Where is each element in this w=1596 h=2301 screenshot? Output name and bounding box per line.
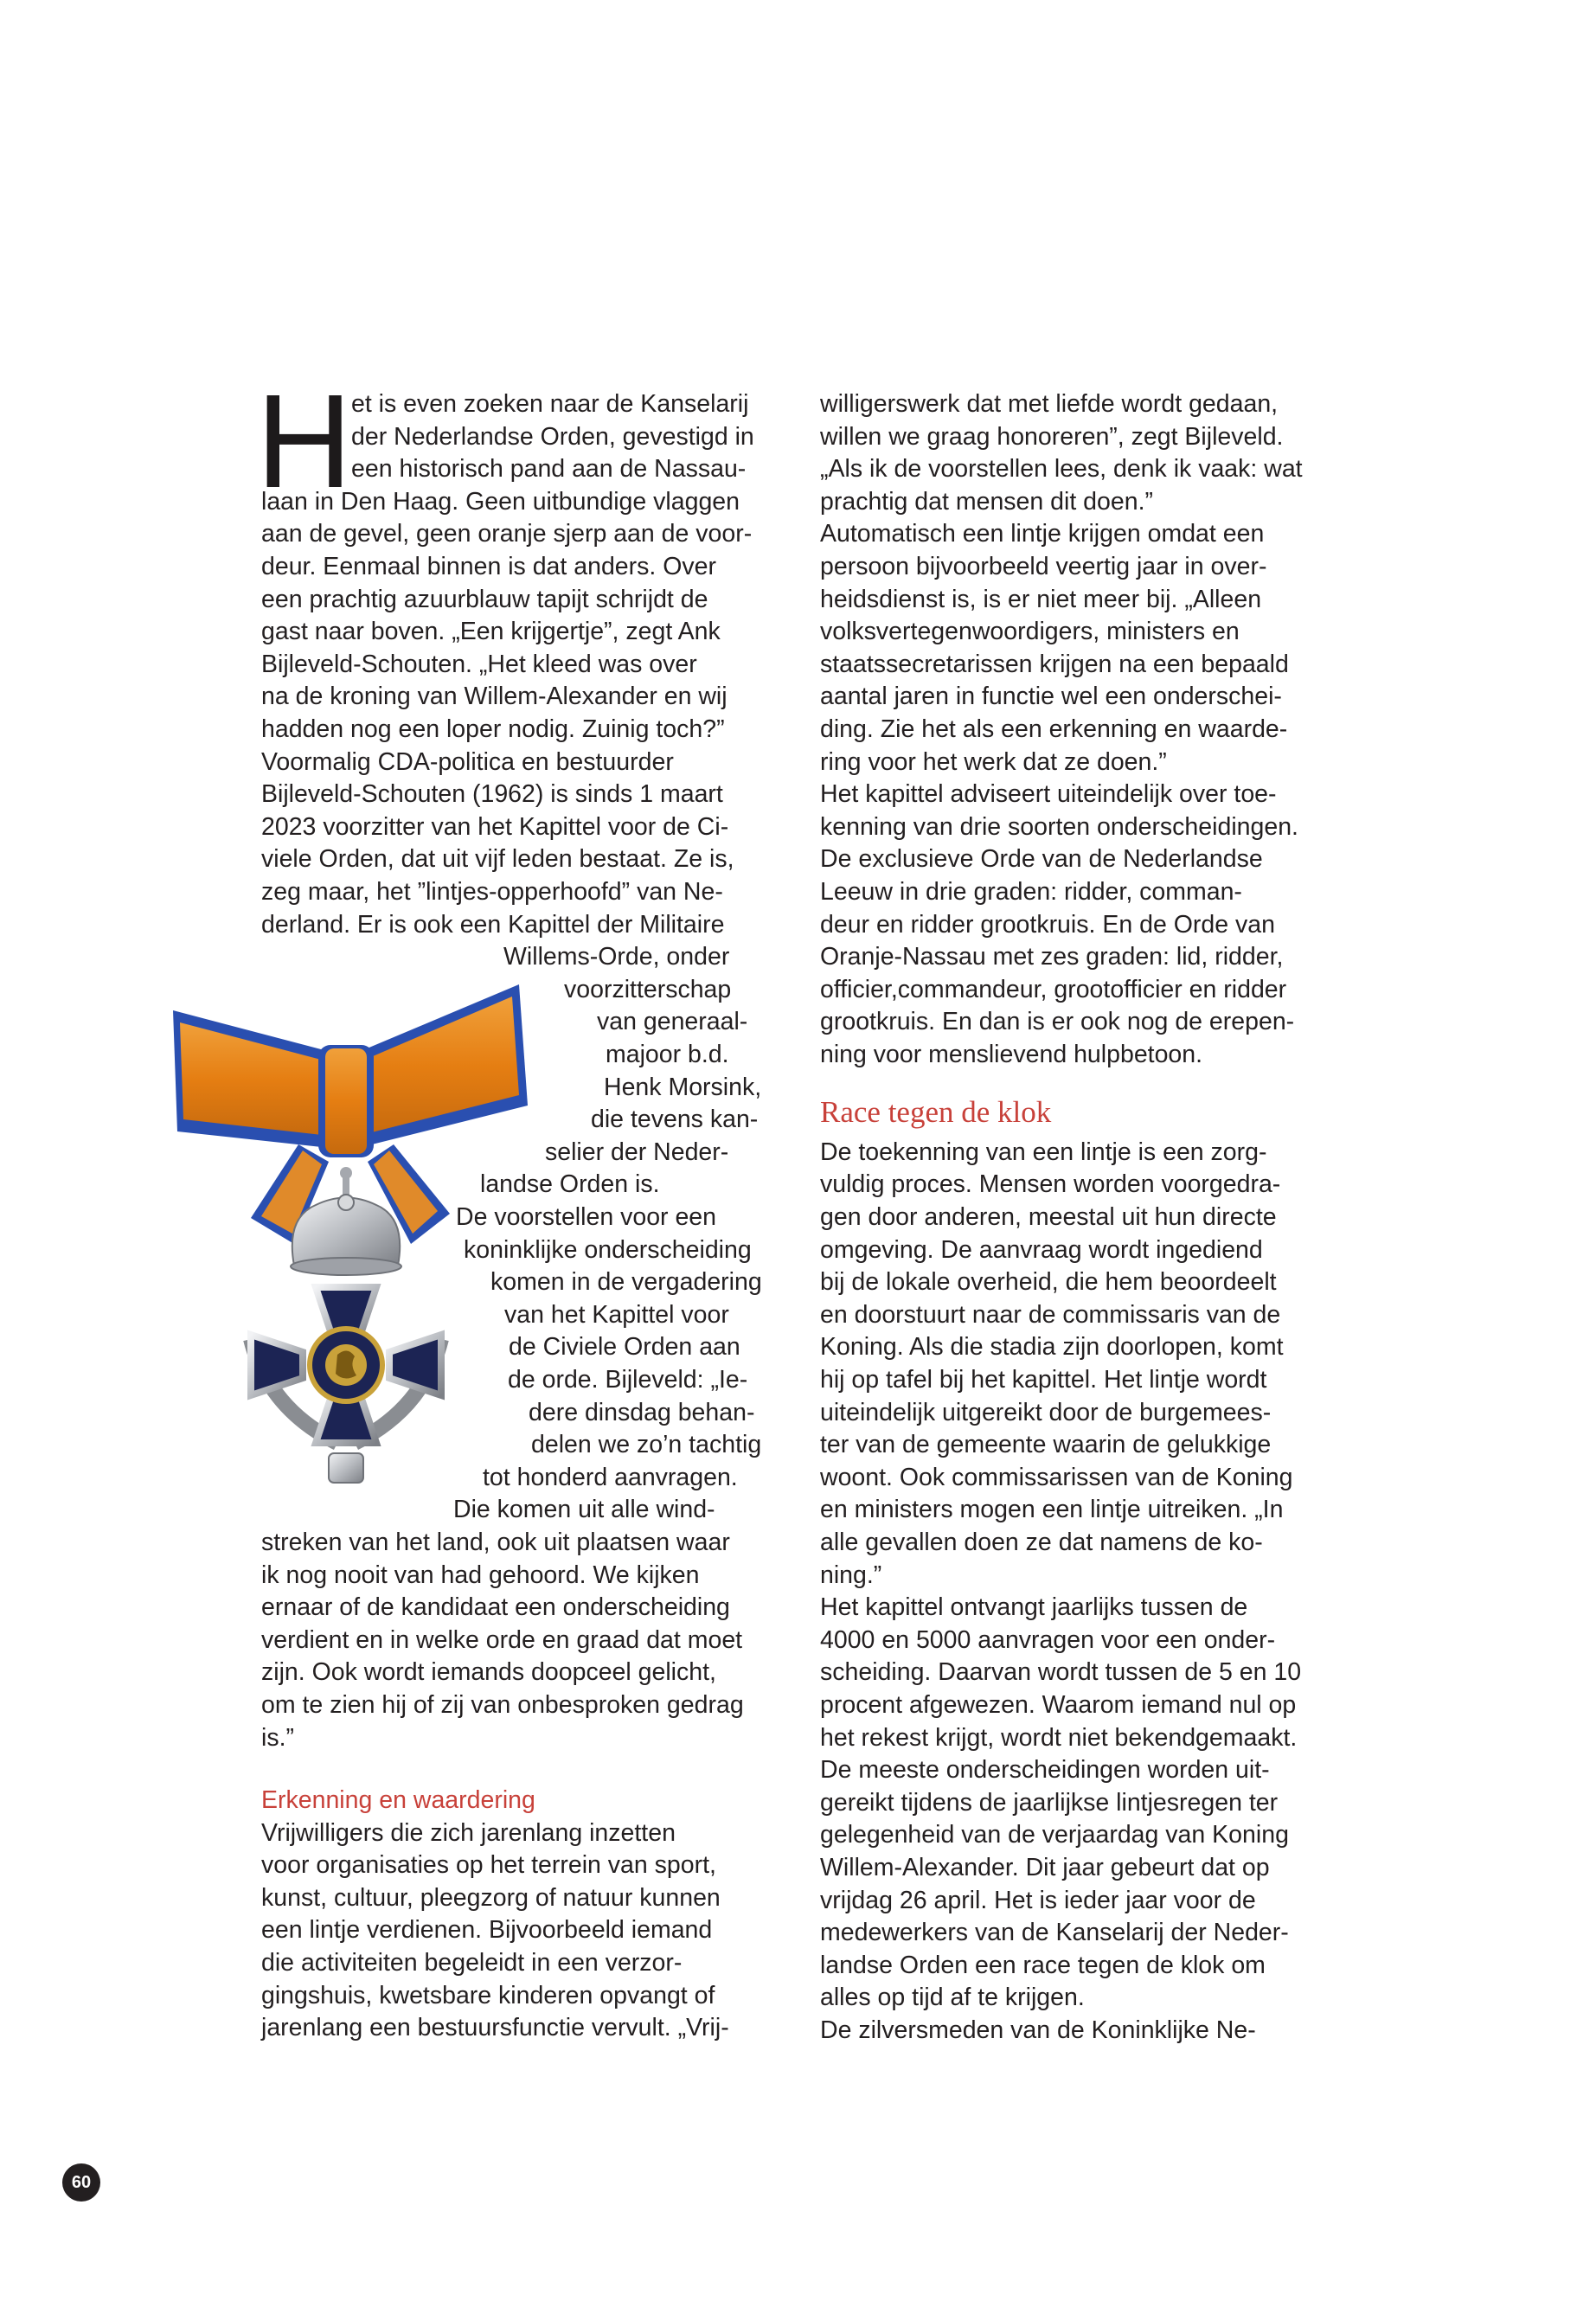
body-line: persoon bijvoorbeeld veertig jaar in over- — [820, 553, 1267, 580]
body-line: 2023 voorzitter van het Kapittel voor de Ci- — [261, 812, 729, 841]
body-line: landse Orden is. — [480, 1170, 660, 1199]
body-line: komen in de vergadering — [490, 1268, 762, 1297]
body-line: majoor b.d. — [606, 1041, 729, 1068]
body-line: gelegenheid van de verjaardag van Koning — [820, 1821, 1289, 1849]
body-line: kunst, cultuur, pleegzorg of natuur kunnen — [261, 1883, 721, 1912]
body-line: Het kapittel adviseert uiteindelijk over toe- — [820, 780, 1277, 809]
body-line: en doorstuurt naar de commissaris van de — [820, 1300, 1281, 1329]
body-line: Leeuw in drie graden: ridder, comman- — [820, 878, 1242, 906]
body-line: heidsdienst is, is er niet meer bij. „Alleen — [820, 585, 1262, 613]
body-line: na de kroning van Willem-Alexander en wij — [261, 683, 727, 711]
body-line: volksvertegenwoordigers, ministers en — [820, 618, 1240, 646]
body-line: officier,commandeur, grootofficier en ridder — [820, 975, 1287, 1003]
body-line: aantal jaren in functie wel een onderschei- — [820, 683, 1282, 711]
body-line: gereikt tijdens de jaarlijkse lintjesregen ter — [820, 1788, 1279, 1817]
order-cross — [251, 1287, 441, 1483]
body-line: ter van de gemeente waarin de gelukkige — [820, 1431, 1272, 1459]
body-line: de orde. Bijleveld: „Ie- — [508, 1366, 748, 1394]
body-line: et is even zoeken naar de Kanselarij — [351, 390, 749, 418]
body-line: een historisch pand aan de Nassau- — [351, 455, 747, 484]
body-line: tot honderd aanvragen. — [483, 1463, 738, 1491]
body-line: een prachtig azuurblauw tapijt schrijdt de — [261, 585, 708, 613]
body-line: De exclusieve Orde van de Nederlandse — [820, 845, 1263, 874]
body-line: koninklijke onderscheiding — [464, 1235, 752, 1264]
body-line: De zilversmeden van de Koninklijke Ne- — [820, 2016, 1256, 2044]
body-line: ding. Zie het als een erkenning en waarde- — [820, 715, 1288, 743]
body-line: staatssecretarissen krijgen na een bepaald — [820, 650, 1289, 678]
body-line: medewerkers van de Kanselarij der Neder- — [820, 1919, 1289, 1947]
body-line: delen we zo’n tachtig — [531, 1431, 762, 1459]
body-line: bij de lokale overheid, die hem beoordeelt — [820, 1268, 1277, 1297]
body-line: omgeving. De aanvraag wordt ingediend — [820, 1235, 1263, 1264]
body-line: voorzitterschap — [564, 975, 732, 1003]
body-line: woont. Ook commissarissen van de Koning — [820, 1463, 1293, 1491]
subheading-erkenning: Erkenning en waardering — [261, 1786, 535, 1814]
body-line: hij op tafel bij het kapittel. Het lintje wordt — [820, 1366, 1267, 1394]
body-line: Bijleveld-Schouten. „Het kleed was over — [261, 650, 697, 678]
body-line: van het Kapittel voor — [504, 1300, 729, 1329]
body-line: ring voor het werk dat ze doen.” — [820, 747, 1167, 776]
body-line: Willems-Orde, onder — [503, 943, 730, 971]
body-line: aan de gevel, geen oranje sjerp aan de voor- — [261, 520, 753, 548]
body-line: prachtig dat mensen dit doen.” — [820, 487, 1153, 516]
body-line: Bijleveld-Schouten (1962) is sinds 1 maart — [261, 780, 723, 809]
body-line: 4000 en 5000 aanvragen voor een onder- — [820, 1625, 1276, 1654]
body-line: der Nederlandse Orden, gevestigd in — [351, 422, 754, 451]
body-line: van generaal- — [597, 1008, 748, 1036]
body-line: streken van het land, ook uit plaatsen waar — [261, 1529, 730, 1556]
body-line: Automatisch een lintje krijgen omdat een — [820, 520, 1265, 548]
body-line: gast naar boven. „Een krijgertje”, zegt Ank — [261, 618, 721, 646]
body-line: „Als ik de voorstellen lees, denk ik vaak: wat — [820, 455, 1303, 484]
body-line: die tevens kan- — [591, 1106, 759, 1134]
body-line: jarenlang een bestuursfunctie vervult. „Vrij- — [261, 2014, 729, 2042]
body-line: scheiding. Daarvan wordt tussen de 5 en 10 — [820, 1658, 1302, 1687]
body-line: ning.” — [820, 1561, 882, 1589]
body-line: gingshuis, kwetsbare kinderen opvangt of — [261, 1981, 715, 2009]
body-line: Henk Morsink, — [604, 1073, 762, 1101]
body-line: verdient en in welke orde en graad dat moet — [261, 1625, 743, 1654]
body-line: De toekenning van een lintje is een zorg- — [820, 1138, 1267, 1166]
medal-illustration — [121, 958, 571, 1512]
body-line: grootkruis. En dan is er ook nog de erepen- — [820, 1008, 1295, 1036]
body-line: het rekest krijgt, wordt niet bekendgemaakt. — [820, 1723, 1298, 1752]
body-line: om te zien hij of zij van onbesproken gedrag — [261, 1691, 744, 1719]
body-line: Oranje-Nassau met zes graden: lid, ridder, — [820, 943, 1284, 971]
page-number: 60 — [62, 2163, 100, 2202]
body-line: deur. Eenmaal binnen is dat anders. Over — [261, 553, 716, 580]
body-line: Het kapittel ontvangt jaarlijks tussen de — [820, 1593, 1248, 1622]
body-line: die activiteiten begeleidt in een verzor- — [261, 1949, 683, 1977]
body-line: ernaar of de kandidaat een onderscheiding — [261, 1593, 730, 1622]
body-line: alle gevallen doen ze dat namens de ko- — [820, 1529, 1263, 1556]
body-line: procent afgewezen. Waarom iemand nul op — [820, 1691, 1297, 1719]
body-line: deur en ridder grootkruis. En de Orde van — [820, 910, 1275, 939]
body-line: dere dinsdag behan- — [529, 1398, 755, 1426]
subheading-race: Race tegen de klok — [820, 1095, 1052, 1129]
body-line: is.” — [261, 1723, 294, 1752]
body-line: Willem-Alexander. Dit jaar gebeurt dat op — [820, 1854, 1270, 1881]
body-line: laan in Den Haag. Geen uitbundige vlaggen — [261, 487, 740, 516]
body-line: De meeste onderscheidingen worden uit- — [820, 1756, 1270, 1785]
body-line: Voormalig CDA-politica en bestuurder — [261, 747, 674, 776]
body-line: een lintje verdienen. Bijvoorbeeld iemand — [261, 1916, 713, 1945]
body-line: De voorstellen voor een — [456, 1203, 717, 1231]
body-line: zijn. Ook wordt iemands doopceel gelicht, — [261, 1658, 716, 1687]
body-line: Die komen uit alle wind- — [453, 1496, 715, 1524]
body-line: gen door anderen, meestal uit hun directe — [820, 1203, 1277, 1231]
body-line: willen we graag honoreren”, zegt Bijleveld. — [820, 422, 1284, 451]
body-line: uiteindelijk uitgereikt door de burgemees- — [820, 1398, 1272, 1426]
body-line: landse Orden een race tegen de klok om — [820, 1951, 1266, 1979]
body-line: zeg maar, het ”lintjes-opperhoofd” van Ne- — [261, 878, 723, 906]
body-line: selier der Neder- — [545, 1138, 729, 1166]
body-line: Koning. Als die stadia zijn doorlopen, komt — [820, 1333, 1284, 1362]
body-line: derland. Er is ook een Kapittel der Militaire — [261, 910, 725, 939]
body-line: de Civiele Orden aan — [509, 1333, 740, 1362]
body-line: ik nog nooit van had gehoord. We kijken — [261, 1561, 700, 1589]
body-line: vrijdag 26 april. Het is ieder jaar voor de — [820, 1886, 1256, 1914]
body-line: alles op tijd af te krijgen. — [820, 1984, 1085, 2012]
body-line: voor organisaties op het terrein van sport, — [261, 1851, 716, 1880]
drop-cap: H — [256, 367, 353, 516]
body-line: ning voor menslievend hulpbetoon. — [820, 1041, 1203, 1068]
body-line: vuldig proces. Mensen worden voorgedra- — [820, 1170, 1281, 1199]
body-line: kenning van drie soorten onderscheidingen. — [820, 812, 1298, 841]
body-line: en ministers mogen een lintje uitreiken. „In — [820, 1496, 1284, 1524]
body-line: Vrijwilligers die zich jarenlang inzetten — [261, 1818, 676, 1847]
body-line: hadden nog een loper nodig. Zuinig toch?” — [261, 715, 725, 743]
body-line: willigerswerk dat met liefde wordt gedaan, — [820, 390, 1279, 418]
body-line: viele Orden, dat uit vijf leden bestaat. Ze is, — [261, 845, 734, 874]
